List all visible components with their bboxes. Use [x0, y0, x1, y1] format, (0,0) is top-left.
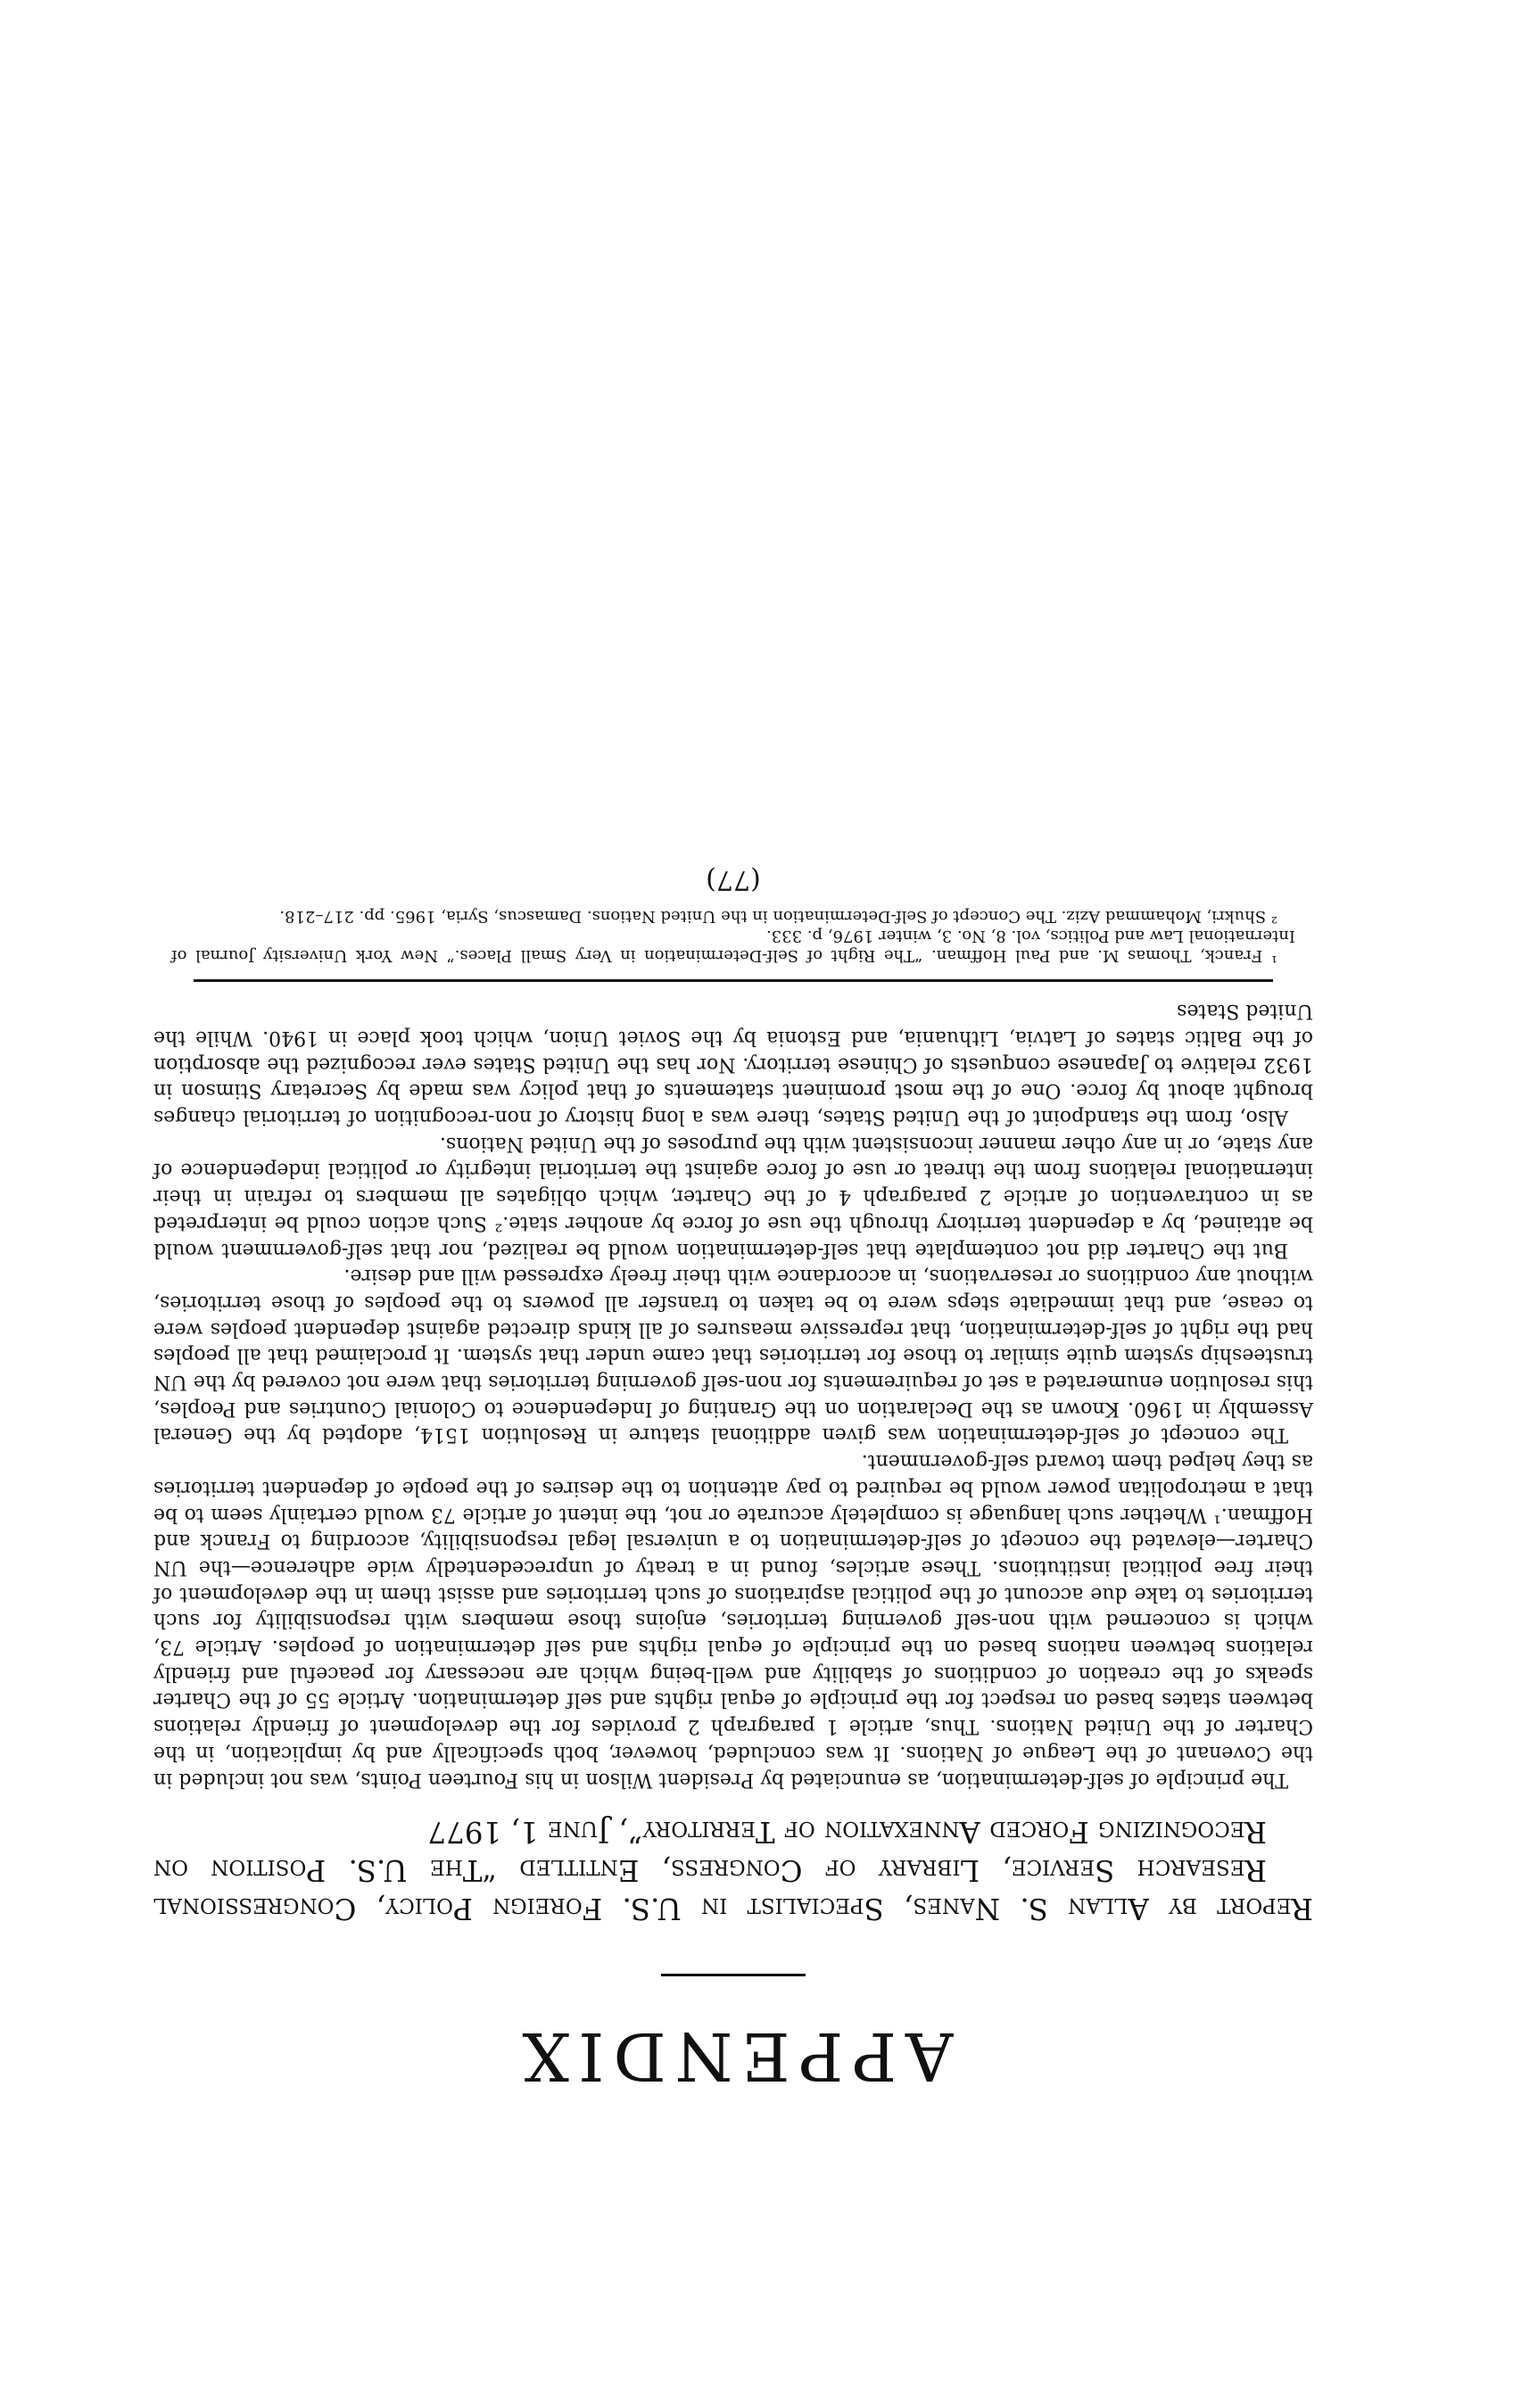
appendix-heading: APPENDIX: [513, 2017, 954, 2094]
body-paragraph-4: Also, from the standpoint of the United States, there was a long history of non-recognition of territorial changes brought about by force. One of the most prominent statements of that policy was made by Secretary Stimson in 1932 relative to Japanese conquests of Chinese territory. Nor has the United States ever recognized the absorption of the Baltic states of Latvia, Lithuania, and Estonia by the Soviet Union, which took place in 1940. While the United States: [153, 1000, 1313, 1129]
footnotes: [153, 906, 1313, 965]
footnote-1: ¹ Franck, Thomas M. and Paul Hoffman. “The Right of Self-Determination in Very Small Places.” New York University Journal of International Law and Politics, vol. 8, No. 3, winter 1976, p. 333.: [171, 926, 1295, 965]
heading-rule: [661, 1974, 806, 1976]
report-title: Report by Allan S. Nanes, Specialist in U.S. Foreign Policy, Congressional Research Service, Library of Congress, Entitled “The U.S. Position on Recognizing Forced Annexation of Territory”, June 1, 1977: [153, 1814, 1313, 1926]
body-paragraph-1: The principle of self-determination, as enunciated by President Wilson in his Fourteen Points, was not included in the Covenant of the League of Nations. It was concluded, however, both specifically and by implication, in the Charter of the United Nations. Thus, article 1 paragraph 2 provides for the development of friendly relations between states based on respect for the principle of equal rights and self determination. Article 55 of the Charter speaks of the creation of conditions of stability and well-being which are necessary for peaceful and friendly relations between nations based on the principle of equal rights and self determination of peoples. Article 73, which is concerned with non-self governing territories, enjoins those members with responsibility for such territories to take due account of the political aspirations of such territories and assist them in the development of their free political institutions. These articles, found in a treaty of unprecedentedly wide adherence—the UN Charter—elevated the concept of self-determination to a universal legal responsibility, according to Franck and Hoffman.¹ Whether such language is completely accurate or not, the intent of article 73 would certainly seem to be that a metropolitan power would be required to pay attention to the desires of the people of dependent territories as they helped them toward self-government.: [153, 1450, 1313, 1791]
footnote-2: ² Shukri, Mohammad Aziz. The Concept of Self-Determination in the United Nations. Damascus, Syria, 1965. pp. 217–218.: [279, 906, 1277, 926]
body-paragraph-2: The concept of self-determination was given additional stature in Resolution 1514, adopted by the General Assembly in 1960. Known as the Declaration on the Granting of Independence to Colonial Countries and Peoples, this resolution enumerated a set of requirements for non-self governing territories that were not covered by the UN trusteeship system quite similar to those for territories that came under that system. It proclaimed that all peoples had the right of self-determination, that repressive measures of all kinds directed against dependent peoples were to cease, and that immediate steps were to be taken to transfer all powers to the peoples of those territories, without any conditions or reservations, in accordance with their freely expressed will and desire.: [153, 1265, 1313, 1447]
footnote-rule: [194, 979, 1273, 982]
page-number: (77): [706, 863, 761, 895]
body-paragraph-3: But the Charter did not contemplate that self-determination would be realized, nor that self-government would be attained, by a dependent territory through the use of force by another state.² Such action could be interpreted as in contravention of article 2 paragraph 4 of the Charter, which obligates all members to refrain in their international relations from the threat or use of force against the territorial integrity or political independence of any state, or in any other manner inconsistent with the purposes of the United Nations.: [153, 1132, 1313, 1261]
page-content: [153, 863, 1313, 2094]
